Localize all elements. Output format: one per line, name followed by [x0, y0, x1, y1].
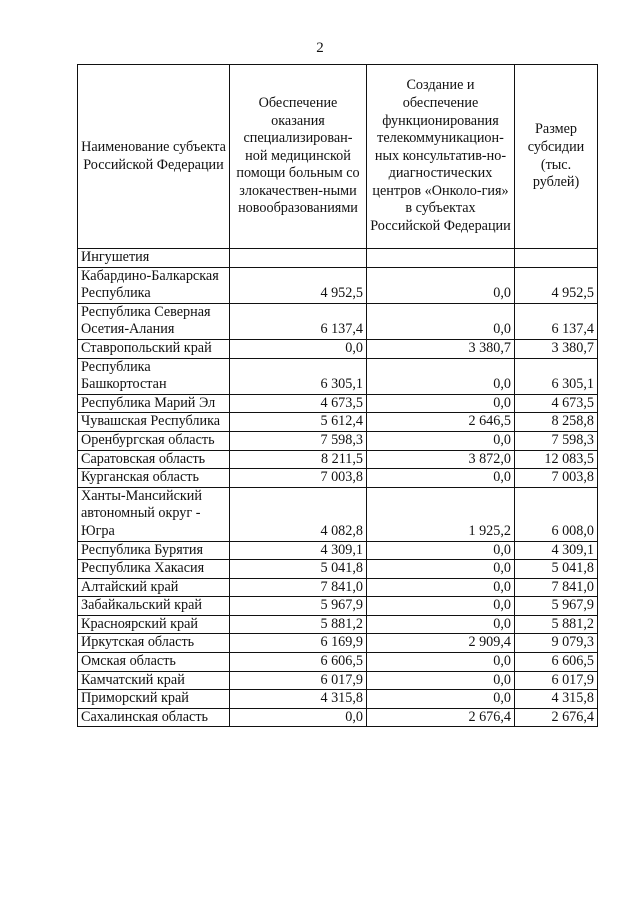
region-name-cell: Омская область — [78, 653, 230, 672]
specialized-care-cell: 5 041,8 — [230, 560, 367, 579]
header-subsidy-amount: Размер субсидии (тыс. рублей) — [515, 65, 598, 249]
oncology-centers-cell: 0,0 — [367, 431, 515, 450]
region-name-cell: Республика Бурятия — [78, 541, 230, 560]
table-row — [78, 634, 598, 653]
specialized-care-cell: 4 952,5 — [230, 267, 367, 303]
subsidy-amount-cell: 7 598,3 — [515, 431, 598, 450]
subsidy-amount-cell: 4 673,5 — [515, 394, 598, 413]
specialized-care-cell: 5 612,4 — [230, 413, 367, 432]
subsidy-amount-cell: 5 881,2 — [515, 615, 598, 634]
region-name-cell: Республика Хакасия — [78, 560, 230, 579]
oncology-centers-cell: 2 909,4 — [367, 634, 515, 653]
table-row — [78, 671, 598, 690]
table-row — [78, 653, 598, 672]
subsidy-amount-cell: 6 017,9 — [515, 671, 598, 690]
table-row — [78, 339, 598, 358]
table-row — [78, 541, 598, 560]
table-row — [78, 487, 598, 541]
subsidy-amount-cell: 7 841,0 — [515, 578, 598, 597]
region-name-cell: Ставропольский край — [78, 339, 230, 358]
table-row — [78, 267, 598, 303]
oncology-centers-cell: 0,0 — [367, 578, 515, 597]
subsidy-amount-cell — [515, 249, 598, 268]
table-row — [78, 450, 598, 469]
subsidy-amount-cell: 3 380,7 — [515, 339, 598, 358]
table-row — [78, 560, 598, 579]
subsidy-amount-cell: 9 079,3 — [515, 634, 598, 653]
region-name-cell: Сахалинская область — [78, 708, 230, 727]
subsidy-amount-cell: 2 676,4 — [515, 708, 598, 727]
region-name-cell: Иркутская область — [78, 634, 230, 653]
oncology-centers-cell: 2 646,5 — [367, 413, 515, 432]
page-number: 2 — [316, 40, 324, 56]
specialized-care-cell: 7 598,3 — [230, 431, 367, 450]
region-name-cell: Красноярский край — [78, 615, 230, 634]
table-row — [78, 597, 598, 616]
region-name-cell: Ханты-Мансийский автономный округ - Югра — [78, 487, 230, 541]
specialized-care-cell: 6 137,4 — [230, 303, 367, 339]
specialized-care-cell: 0,0 — [230, 339, 367, 358]
table-body — [78, 249, 598, 727]
specialized-care-cell: 6 169,9 — [230, 634, 367, 653]
oncology-centers-cell: 0,0 — [367, 653, 515, 672]
header-oncology-centers: Создание и обеспечение функционирования телекоммуникацион-ных консультатив-но-диагностических центров «Онколо-гия» в субъектах Российской Федерации — [367, 65, 515, 249]
oncology-centers-cell: 0,0 — [367, 267, 515, 303]
specialized-care-cell: 5 881,2 — [230, 615, 367, 634]
subsidy-amount-cell: 7 003,8 — [515, 469, 598, 488]
specialized-care-cell: 0,0 — [230, 708, 367, 727]
table-row — [78, 578, 598, 597]
header-specialized-care: Обеспечение оказания специализирован-ной медицинской помощи больным со злокачествен-ными новообразованиями — [230, 65, 367, 249]
specialized-care-cell: 6 606,5 — [230, 653, 367, 672]
table-header-row — [78, 65, 598, 249]
table-row — [78, 469, 598, 488]
specialized-care-cell: 6 017,9 — [230, 671, 367, 690]
table-row — [78, 708, 598, 727]
specialized-care-cell: 7 003,8 — [230, 469, 367, 488]
oncology-centers-cell: 2 676,4 — [367, 708, 515, 727]
region-name-cell: Камчатский край — [78, 671, 230, 690]
table-row — [78, 394, 598, 413]
table-row — [78, 615, 598, 634]
oncology-centers-cell: 0,0 — [367, 615, 515, 634]
table-row — [78, 690, 598, 709]
subsidy-amount-cell: 8 258,8 — [515, 413, 598, 432]
subsidy-table — [77, 64, 598, 727]
region-name-cell: Республика Северная Осетия-Алания — [78, 303, 230, 339]
region-name-cell: Ингушетия — [78, 249, 230, 268]
oncology-centers-cell: 0,0 — [367, 303, 515, 339]
region-name-cell: Алтайский край — [78, 578, 230, 597]
table-row — [78, 249, 598, 268]
region-name-cell: Саратовская область — [78, 450, 230, 469]
region-name-cell: Кабардино-Балкарская Республика — [78, 267, 230, 303]
subsidy-amount-cell: 6 008,0 — [515, 487, 598, 541]
subsidy-amount-cell: 6 137,4 — [515, 303, 598, 339]
subsidy-amount-cell: 12 083,5 — [515, 450, 598, 469]
table-row — [78, 431, 598, 450]
subsidy-amount-cell: 5 041,8 — [515, 560, 598, 579]
specialized-care-cell: 8 211,5 — [230, 450, 367, 469]
oncology-centers-cell: 0,0 — [367, 358, 515, 394]
oncology-centers-cell: 1 925,2 — [367, 487, 515, 541]
oncology-centers-cell: 3 872,0 — [367, 450, 515, 469]
table-row — [78, 413, 598, 432]
specialized-care-cell — [230, 249, 367, 268]
region-name-cell: Курганская область — [78, 469, 230, 488]
oncology-centers-cell: 0,0 — [367, 560, 515, 579]
oncology-centers-cell: 0,0 — [367, 671, 515, 690]
subsidy-amount-cell: 5 967,9 — [515, 597, 598, 616]
specialized-care-cell: 4 673,5 — [230, 394, 367, 413]
header-region-name: Наименование субъекта Российской Федерации — [78, 65, 230, 249]
region-name-cell: Республика Марий Эл — [78, 394, 230, 413]
subsidy-amount-cell: 6 606,5 — [515, 653, 598, 672]
region-name-cell: Приморский край — [78, 690, 230, 709]
subsidy-amount-cell: 4 309,1 — [515, 541, 598, 560]
region-name-cell: Республика Башкортостан — [78, 358, 230, 394]
oncology-centers-cell: 0,0 — [367, 469, 515, 488]
region-name-cell: Оренбургская область — [78, 431, 230, 450]
specialized-care-cell: 4 309,1 — [230, 541, 367, 560]
oncology-centers-cell: 0,0 — [367, 541, 515, 560]
subsidy-amount-cell: 6 305,1 — [515, 358, 598, 394]
oncology-centers-cell: 0,0 — [367, 597, 515, 616]
specialized-care-cell: 4 315,8 — [230, 690, 367, 709]
region-name-cell: Забайкальский край — [78, 597, 230, 616]
specialized-care-cell: 7 841,0 — [230, 578, 367, 597]
region-name-cell: Чувашская Республика — [78, 413, 230, 432]
subsidy-amount-cell: 4 952,5 — [515, 267, 598, 303]
table-row — [78, 358, 598, 394]
subsidy-amount-cell: 4 315,8 — [515, 690, 598, 709]
specialized-care-cell: 5 967,9 — [230, 597, 367, 616]
oncology-centers-cell: 0,0 — [367, 394, 515, 413]
table-row — [78, 303, 598, 339]
specialized-care-cell: 6 305,1 — [230, 358, 367, 394]
oncology-centers-cell: 0,0 — [367, 690, 515, 709]
oncology-centers-cell: 3 380,7 — [367, 339, 515, 358]
specialized-care-cell: 4 082,8 — [230, 487, 367, 541]
oncology-centers-cell — [367, 249, 515, 268]
